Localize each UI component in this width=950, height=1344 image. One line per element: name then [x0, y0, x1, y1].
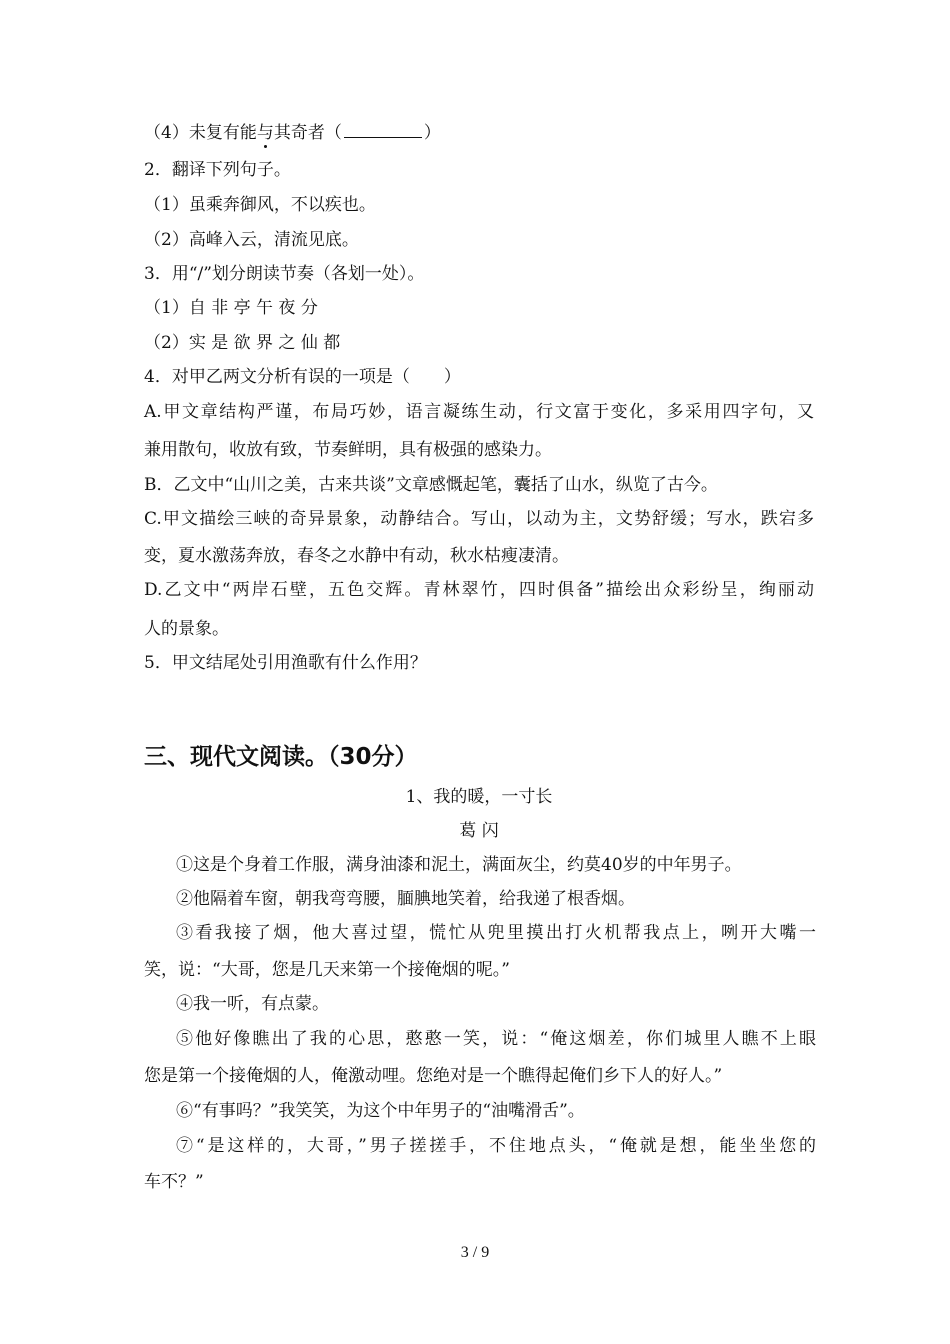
q4-option-b: B．乙文中“山川之美，古来共谈”文章感慨起笔，囊括了山水，纵览了古今。	[144, 475, 718, 495]
paragraph-3-line-2: 笑，说：“大哥，您是几天来第一个接俺烟的呢。”	[144, 960, 510, 980]
q4-title: 4．对甲乙两文分析有误的一项是（ ）	[144, 367, 461, 387]
paragraph-7-line-1: ⑦“是这样的，大哥，”男子搓搓手，不住地点头，“俺就是想，能坐坐您的	[176, 1136, 816, 1156]
q4-option-d-line-2: 人的景象。	[144, 619, 229, 639]
q3-item-2: （2）实 是 欲 界 之 仙 都	[144, 333, 341, 353]
q1-item-4-close: ）	[423, 123, 441, 143]
q2-title: 2．翻译下列句子。	[144, 160, 291, 180]
q5-title: 5．甲文结尾处引用渔歌有什么作用？	[144, 653, 427, 673]
paragraph-4: ④我一听，有点蒙。	[176, 994, 329, 1014]
paragraph-5-line-1: ⑤他好像瞧出了我的心思，憨憨一笑，说：“俺这烟差，你们城里人瞧不上眼	[176, 1029, 816, 1049]
section-heading: 三、现代文阅读。（30分）	[144, 744, 418, 770]
paragraph-2: ②他隔着车窗，朝我弯弯腰，腼腆地笑着，给我递了根香烟。	[176, 889, 635, 909]
page-number: 3 / 9	[460, 1244, 490, 1261]
paragraph-1: ①这是个身着工作服，满身油漆和泥土，满面灰尘，约莫40岁的中年男子。	[176, 855, 742, 875]
q2-item-1: （1）虽乘奔御风，不以疾也。	[144, 195, 376, 215]
paragraph-3-line-1: ③看我接了烟，他大喜过望，慌忙从兜里摸出打火机帮我点上，咧开大嘴一	[176, 923, 816, 943]
answer-blank[interactable]	[344, 122, 422, 138]
q4-option-c-line-2: 变，夏水激荡奔放，春冬之水静中有动，秋水枯瘦凄清。	[144, 546, 569, 566]
q3-title: 3．用“/”划分朗读节奏（各划一处）。	[144, 264, 425, 284]
q4-option-d-line-1: D.乙文中“两岸石壁，五色交辉。青林翠竹，四时俱备”描绘出众彩纷呈，绚丽动	[144, 580, 814, 600]
q3-item-1: （1）自 非 亭 午 夜 分	[144, 298, 318, 318]
emphasis-dotted-char: 与	[256, 123, 274, 143]
q1-item-4-text: （4）未复有能	[144, 123, 257, 143]
paragraph-6: ⑥“有事吗？”我笑笑，为这个中年男子的“油嘴滑舌”。	[176, 1101, 585, 1121]
article-author: 葛 闪	[459, 821, 499, 841]
q4-option-a-line-1: A.甲文章结构严谨，布局巧妙，语言凝练生动，行文富于变化，多采用四字句，又	[144, 402, 814, 422]
q1-item-4	[144, 122, 814, 144]
article-title: 1、我的暖，一寸长	[405, 787, 553, 807]
q1-item-4-text-after: 其奇者（	[273, 123, 342, 143]
q2-item-2: （2）高峰入云，清流见底。	[144, 230, 359, 250]
paragraph-7-line-2: 车不？”	[144, 1172, 204, 1192]
paragraph-5-line-2: 您是第一个接俺烟的人，俺激动哩。您绝对是一个瞧得起俺们乡下人的好人。”	[144, 1066, 723, 1086]
q4-option-c-line-1: C.甲文描绘三峡的奇异景象，动静结合。写山，以动为主，文势舒缓；写水，跌宕多	[144, 509, 814, 529]
q4-option-a-line-2: 兼用散句，收放有致，节奏鲜明，具有极强的感染力。	[144, 440, 552, 460]
